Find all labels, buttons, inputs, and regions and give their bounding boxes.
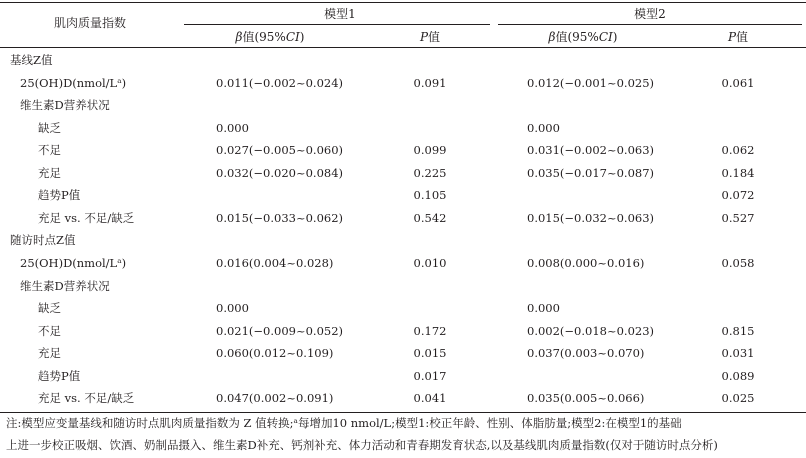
beta-symbol: β	[548, 30, 556, 44]
p-model1-cell: 0.091	[413, 76, 447, 90]
p-model2-cell: 0.072	[721, 188, 755, 202]
p-model2-cell: 0.089	[721, 369, 755, 383]
header-index-label: 肌肉质量指数	[54, 16, 127, 30]
beta-model1-cell: 0.011(−0.002~0.024)	[216, 76, 344, 90]
beta-model2-cell: 0.035(0.005~0.066)	[527, 391, 645, 405]
beta-suffix: 值(95%	[242, 30, 286, 44]
p-model1-cell: 0.105	[413, 188, 447, 202]
row-label: 25(OH)D(nmol/Lᵃ)	[20, 256, 127, 270]
p-model1-cell: 0.099	[413, 143, 447, 157]
header-model1: 模型1	[324, 7, 356, 21]
beta-model1-cell: 0.021(−0.009~0.052)	[216, 324, 344, 338]
ci-symbol: CI	[598, 30, 613, 44]
p-suffix: 值	[428, 30, 441, 44]
table-note-line1: 注:模型应变量基线和随访时点肌肉质量指数为 Z 值转换;ᵃ每增加10 nmol/L;模型1:校正年龄、性别、体脂肪量;模型2:在模型1的基础	[6, 416, 682, 430]
beta-symbol: β	[235, 30, 243, 44]
header-rule	[0, 47, 806, 48]
p-model2-cell: 0.025	[721, 391, 755, 405]
beta-model1-cell: 0.060(0.012~0.109)	[216, 346, 334, 360]
close-paren: )	[299, 30, 305, 44]
close-paren: )	[612, 30, 618, 44]
beta-model2-cell: 0.035(−0.017~0.087)	[527, 166, 655, 180]
row-label: 随访时点Z值	[10, 233, 76, 247]
row-label: 维生素D营养状况	[20, 279, 110, 293]
beta-model2-cell: 0.037(0.003~0.070)	[527, 346, 645, 360]
header-p-model1	[420, 30, 440, 44]
row-label: 趋势P值	[38, 369, 81, 383]
p-model1-cell: 0.017	[413, 369, 447, 383]
p-model2-cell: 0.062	[721, 143, 755, 157]
row-label: 维生素D营养状况	[20, 98, 110, 112]
beta-model1-cell: 0.032(−0.020~0.084)	[216, 166, 344, 180]
beta-model1-cell: 0.016(0.004~0.028)	[216, 256, 334, 270]
p-model1-cell: 0.542	[413, 211, 447, 225]
beta-model2-cell: 0.031(−0.002~0.063)	[527, 143, 655, 157]
model1-underline	[184, 24, 490, 25]
beta-model1-cell: 0.000	[216, 121, 249, 135]
p-model1-cell: 0.010	[413, 256, 447, 270]
p-symbol: P	[419, 30, 429, 44]
row-label: 充足 vs. 不足/缺乏	[38, 211, 135, 225]
row-label: 趋势P值	[38, 188, 81, 202]
row-label: 不足	[38, 324, 61, 338]
model2-underline	[498, 24, 802, 25]
header-model2: 模型2	[634, 7, 666, 21]
p-model2-cell: 0.184	[721, 166, 755, 180]
beta-model1-cell: 0.047(0.002~0.091)	[216, 391, 334, 405]
p-model2-cell: 0.815	[721, 324, 755, 338]
row-label: 充足	[38, 346, 61, 360]
p-model2-cell: 0.058	[721, 256, 755, 270]
beta-model2-cell: 0.008(0.000~0.016)	[527, 256, 645, 270]
p-model1-cell: 0.172	[413, 324, 447, 338]
p-model2-cell: 0.061	[721, 76, 755, 90]
row-label: 基线Z值	[10, 53, 53, 67]
row-label: 缺乏	[38, 121, 61, 135]
p-suffix: 值	[736, 30, 749, 44]
beta-model2-cell: 0.012(−0.001~0.025)	[527, 76, 655, 90]
row-label: 缺乏	[38, 301, 61, 315]
p-model1-cell: 0.225	[413, 166, 447, 180]
p-symbol: P	[727, 30, 737, 44]
top-rule	[0, 2, 806, 3]
beta-model1-cell: 0.000	[216, 301, 249, 315]
table-note-line2: 上进一步校正吸烟、饮酒、奶制品摄入、维生素D补充、钙剂补充、体力活动和青春期发育状态,以及基线肌肉质量指数(仅对于随访时点分析)	[6, 438, 718, 452]
beta-model2-cell: 0.002(−0.018~0.023)	[527, 324, 655, 338]
p-model2-cell: 0.527	[721, 211, 755, 225]
beta-model1-cell: 0.027(−0.005~0.060)	[216, 143, 344, 157]
p-model2-cell: 0.031	[721, 346, 755, 360]
beta-model2-cell: 0.015(−0.032~0.063)	[527, 211, 655, 225]
row-label: 充足	[38, 166, 61, 180]
beta-suffix: 值(95%	[555, 30, 599, 44]
header-beta-model1	[236, 30, 305, 44]
header-p-model2	[728, 30, 748, 44]
p-model1-cell: 0.041	[413, 391, 447, 405]
p-model1-cell: 0.015	[413, 346, 447, 360]
beta-model2-cell: 0.000	[527, 301, 560, 315]
row-label: 充足 vs. 不足/缺乏	[38, 391, 135, 405]
row-label: 25(OH)D(nmol/Lᵃ)	[20, 76, 127, 90]
header-beta-model2	[549, 30, 618, 44]
beta-model1-cell: 0.015(−0.033~0.062)	[216, 211, 344, 225]
beta-model2-cell: 0.000	[527, 121, 560, 135]
ci-symbol: CI	[285, 30, 300, 44]
row-label: 不足	[38, 143, 61, 157]
